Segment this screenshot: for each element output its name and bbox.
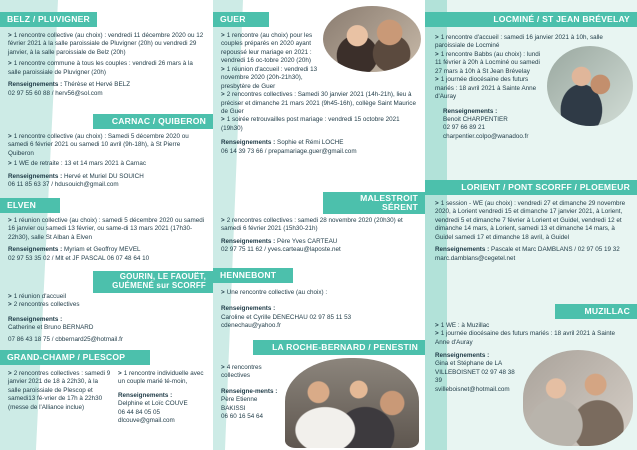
contact-phone-mail: 06 14 39 73 66 / prepamariage.guer@gmail.com <box>221 147 357 155</box>
contact-phone-mail: 02 97 55 60 88 / herv56@sol.com <box>8 89 103 97</box>
contact-phone-mail: 06 11 85 63 37 / hdusouich@gmail.com <box>8 181 119 189</box>
section-title-malestroit: MALESTROIT SÉRENT <box>323 192 425 214</box>
section-grandchamp-right <box>118 370 208 426</box>
section-title-guer: GUER <box>213 12 269 27</box>
contact-label: Renseignements : <box>8 172 63 180</box>
contact-label: Renseignements : <box>8 81 63 89</box>
section-malestroit <box>221 217 417 255</box>
contact-phone: 02 97 66 89 21 <box>443 124 486 132</box>
list-item: > 1 rencontre collective (au choix) : vendredi 11 décembre 2020 ou 12 février 2021 à la salle paroissiale de Pluvigner (20h) ou vendredi 29 janvier, à la salle paroissiale de Belz (20h) <box>8 32 204 56</box>
list-item: > 1 journée diocésaine des futurs mariés : 18 avril 2021 à Sainte Anne d'Auray <box>435 330 616 346</box>
list-item: > 1 rencontre (au choix) pour les couples préparés en 2020 ayant repoussé leur mariage en 2021 : vendredi 16 oc-tobre 2020 (20h) <box>221 32 313 65</box>
list-item: > 1 soirée retrouvailles post mariage : vendredi 15 octobre 2021 (19h30) <box>221 116 400 132</box>
contact-name: Pascale et Marc DAMBLANS / 02 97 05 19 32 <box>491 246 620 254</box>
section-belz <box>8 32 206 98</box>
list-item: > 2 rencontres collectives : Samedi 30 janvier 2021 (14h-21h), lieu à préciser et dimanche 21 mars 2021 (9h45-16h), collège Saint Maurice de Guer <box>221 91 416 115</box>
section-laroche <box>221 364 281 422</box>
contact-name: Sophie et Rémi LOCHE <box>277 139 344 147</box>
contact-name: Caroline et Cyrille DENECHAU 02 97 85 11 53 <box>221 313 352 321</box>
section-gourin <box>8 293 206 344</box>
contact-mail: svilleboisnet@hotmail.com <box>435 385 510 393</box>
list-item: > 1 WE : à Muzillac <box>435 322 490 329</box>
item-text: 1 rencontre Babbs (au choix) : lundi 11 février à 20h à Locminé ou samedi 27 mars à 10h à St Jean Brévelay <box>435 50 541 75</box>
contact-label: Renseignements : <box>8 246 63 254</box>
item-text: 1 rencontre commune à tous les couples : vendredi 26 mars à la salle paroissiale de Pluvigner (20h) <box>8 60 193 76</box>
contact-label: Renseigne-ments : <box>221 387 278 395</box>
item-text: 2 rencontres collectives : samedi 9 janvier 2021 de 18 à 22h30, à la salle paroissiale de Plescop et samedi13 fé-vrier de 17h à 22h30 (messe de l'Alliance inclue) <box>8 370 111 411</box>
list-item: > 1 rencontre collective (au choix) : Samedi 5 décembre 2020 ou samedi 6 février 2021 ou samedi 10 avril (9h-18h), à St Pierre Quiberon <box>8 133 189 157</box>
contact-name: Myriam et Geoffroy MEVEL <box>64 246 141 254</box>
item-text: 1 journée diocésaine des futurs mariés : 18 avril 2021 à Sainte Anne d'Auray <box>435 76 537 101</box>
list-item: > 2 rencontres collectives : samedi 9 janvier 2021 de 18 à 22h30, à la salle paroissiale de Plescop et samedi13 fé-vrier de 17h à 22h30 (messe de l'Alliance inclue) <box>8 370 111 411</box>
item-text: 4 rencontres collectives <box>221 364 262 380</box>
contact-label: Renseignements : <box>8 315 63 323</box>
contact-name: Benoit CHARPENTIER <box>443 115 508 123</box>
contact-mail: cdenechau@yahoo.fr <box>221 322 281 330</box>
item-text: 1 rencontre individuelle avec un couple marié té-moin, <box>118 370 204 386</box>
item-text: 1 rencontre collective (au choix) : vendredi 11 décembre 2020 ou 12 février 2021 à la salle paroissiale de Pluvigner (20h) ou vendredi 29 janvier, à la salle paroissiale de Belz (20h) <box>8 32 204 56</box>
list-item: > 1 rencontre d'accueil : samedi 16 janvier 2021 à 10h, salle paroissiale de Locminé <box>435 34 603 50</box>
group-photo <box>285 358 419 448</box>
section-hennebont <box>221 289 417 331</box>
item-text: 2 rencontres collectives : samedi 28 novembre 2020 (20h30) et samedi 6 février 2021 (15h30-21h) <box>221 217 403 233</box>
contact-mail: charpentier.colpo@wanadoo.fr <box>443 132 529 140</box>
item-text: 1 réunion d'accueil : vendredi 13 novembre 2020 (20h-21h30), presbytère de Guer <box>221 65 318 90</box>
list-item: > 1 session - WE (au choix) : vendredi 27 et dimanche 29 novembre 2020, à Lorient vendredi 15 et dimanche 17 janvier 2021, à Lorient, vendredi 5 et dimanche 7 février à Lorient et Guidel, vendredi 12 et dimanche 14 mars, à Lorient, samedi 13 et dimanche 14 mars, à Guidel samedi 17 et dimanche 18 avril, à Guidel <box>435 200 626 241</box>
item-text: 1 rencontre (au choix) pour les couples préparés en 2020 ayant repoussé leur mariage en 2021 : vendredi 16 oc-tobre 2020 (20h) <box>221 32 313 65</box>
item-text: 1 rencontre d'accueil : samedi 16 janvier 2021 à 10h, salle paroissiale de Locminé <box>435 34 603 50</box>
contact-mail: marc.damblans@cegetel.net <box>435 254 516 262</box>
contact-name: Gina et Stéphane de LA VILLEBOISNET 02 97 48 38 39 <box>435 360 515 385</box>
section-title-elven: ELVEN <box>0 198 60 213</box>
contact-name: Thérèse et Hervé BELZ <box>63 81 131 89</box>
item-text: 2 rencontres collectives <box>13 301 80 309</box>
list-item: > Une rencontre collective (au choix) : <box>221 289 328 296</box>
section-grandchamp-left <box>8 370 112 412</box>
column-middle <box>213 0 425 450</box>
list-item: > 1 WE de retraite : 13 et 14 mars 2021 à Carnac <box>8 160 146 168</box>
item-text: 1 session - WE (au choix) : vendredi 27 et dimanche 29 novembre 2020, à Lorient vendredi 15 et dimanche 17 janvier 2021, à Lorient, vendredi 5 et dimanche 7 février à Lorient et Guidel, vendredi 12 et dimanche 14 mars, à Lorient, samedi 13 et dimanche 14 mars, à Guidel samedi 17 et dimanche 18 avril, à Guidel <box>435 200 626 241</box>
section-lorient <box>435 200 631 263</box>
contact-label: Renseignements : <box>118 391 173 399</box>
section-title-laroche: LA ROCHE-BERNARD / PENESTIN <box>253 340 425 355</box>
contact-phone-mail: 07 86 43 18 75 / cbbernard25@hotmail.fr <box>8 335 123 343</box>
item-text: 1 soirée retrouvailles post mariage : vendredi 15 octobre 2021 (19h30) <box>221 116 400 132</box>
section-muzillac <box>435 322 631 347</box>
item-text: 1 WE de retraite : 13 et 14 mars 2021 à Carnac <box>13 160 146 168</box>
section-title-gourin: GOURIN, LE FAOUËT, GUÉMENÉ sur SCORFF <box>93 271 213 293</box>
couple-photo <box>523 350 633 446</box>
list-item: > 1 réunion d'accueil : vendredi 13 novembre 2020 (20h-21h30), presbytère de Guer <box>221 65 318 90</box>
section-title-grandchamp: GRAND-CHAMP / PLESCOP <box>0 350 150 365</box>
contact-name: Père Etienne BAKISSI <box>221 396 258 412</box>
contact-mail: dlcouve@gmail.com <box>118 417 175 425</box>
section-title-locmine: LOCMINÉ / ST JEAN BRÉVELAY <box>425 12 637 27</box>
item-text: 1 WE : à Muzillac <box>440 322 490 329</box>
item-text: 2 rencontres collectives : Samedi 30 janvier 2021 (14h-21h), lieu à préciser et dimanche 21 mars 2021 (9h45-16h), collège Saint Maurice de Guer <box>221 91 416 115</box>
section-carnac <box>8 133 206 190</box>
contact-name: Delphine et Loïc COUVE <box>118 400 188 408</box>
list-item: > 1 rencontre Babbs (au choix) : lundi 11 février à 20h à Locminé ou samedi 27 mars à 10h à St Jean Brévelay <box>435 50 541 75</box>
contact-name: Père Yves CARTEAU <box>277 237 338 245</box>
section-locmine <box>435 34 631 141</box>
list-item: > 1 rencontre individuelle avec un couple marié té-moin, <box>118 370 204 386</box>
section-title-muzillac: MUZILLAC <box>555 304 637 319</box>
contact-label: Renseignements : <box>221 139 276 147</box>
item-text: 1 réunion collective (au choix) : samedi 5 décembre 2020 ou samedi 16 janvier ou samedi 13 février, ou same-di 13 mars 2021 (17h30-22h30), salle St Alban à Elven <box>8 217 205 241</box>
section-muzillac-contact <box>435 352 519 394</box>
column-right <box>425 0 637 450</box>
list-item: > 2 rencontres collectives : samedi 28 novembre 2020 (20h30) et samedi 6 février 2021 (15h30-21h) <box>221 217 403 233</box>
contact-name: Hervé et Muriel DU SOUICH <box>64 172 144 180</box>
section-title-carnac: CARNAC / QUIBERON <box>93 114 213 129</box>
item-text: 1 journée diocésaine des futurs mariés : 18 avril 2021 à Sainte Anne d'Auray <box>435 330 616 346</box>
list-item: > 2 rencontres collectives <box>8 301 80 309</box>
contact-name: Catherine et Bruno BERNARD <box>8 324 94 332</box>
item-text: 1 rencontre collective (au choix) : Samedi 5 décembre 2020 ou samedi 6 février 2021 ou samedi 10 avril (9h-18h), à St Pierre Quiberon <box>8 133 189 157</box>
column-left <box>0 0 213 450</box>
list-item: > 1 réunion collective (au choix) : samedi 5 décembre 2020 ou samedi 16 janvier ou samedi 13 février, ou same-di 13 mars 2021 (17h30-22h30), salle St Alban à Elven <box>8 217 205 241</box>
list-item: > 1 réunion d'accueil <box>8 293 66 300</box>
contact-label: Renseignements : <box>443 107 498 115</box>
contact-label: Renseignements : <box>435 352 490 359</box>
list-item: > 1 rencontre commune à tous les couples : vendredi 26 mars à la salle paroissiale de Pluvigner (20h) <box>8 60 193 76</box>
item-text: Une rencontre collective (au choix) : <box>226 289 328 296</box>
item-text: 1 réunion d'accueil <box>13 293 66 300</box>
list-item: > 4 rencontres collectives <box>221 364 262 380</box>
contact-label: Renseignements : <box>221 305 276 313</box>
list-item: > 1 journée diocésaine des futurs mariés : 18 avril 2021 à Sainte Anne d'Auray <box>435 76 537 101</box>
contact-phone-mail: 02 97 53 35 02 / Mlt et JF PASCAL 06 07 48 64 10 <box>8 254 150 262</box>
section-title-belz: BELZ / PLUVIGNER <box>0 12 97 27</box>
contact-label: Renseignements : <box>221 237 276 245</box>
contact-label: Renseignements : <box>435 246 490 254</box>
section-title-lorient: LORIENT / PONT SCORFF / PLOEMEUR <box>425 180 637 195</box>
section-guer <box>221 32 417 156</box>
contact-phone: 06 60 16 54 64 <box>221 413 264 421</box>
contact-phone-mail: 02 97 75 11 62 / yves.carteau@laposte.net <box>221 246 341 254</box>
section-title-hennebont: HENNEBONT <box>213 268 293 283</box>
contact-phone: 06 44 84 05 05 <box>118 408 161 416</box>
section-elven <box>8 217 206 263</box>
